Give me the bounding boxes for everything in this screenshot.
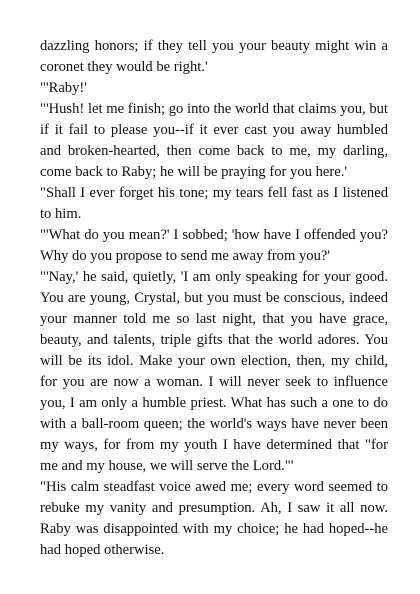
paragraph-3: "'Hush! let me finish; go into the world that claims you, but if it fail to please you--if it ever cast you away humbled and broken-hearted, then come back to me, my darling, come back to Raby; he will be praying for you here.': [40, 101, 388, 180]
paragraph-4: "Shall I ever forget his tone; my tears fell fast as I listened to him.: [40, 185, 388, 222]
paragraph-2: "'Raby!': [40, 80, 87, 96]
paragraph-6: "'Nay,' he said, quietly, 'I am only speaking for your good. You are young, Crystal, but you must be conscious, indeed your manner told me so last night, that you have grace, beauty, and talents, triple gifts that the world adores. You will be its idol. Make your own election, then, my child, for you are now a woman. I will never seek to influence you, I am only a humble priest. What has such a one to do with a ball-room queen; the world's ways have never been my ways, for from my youth I have determined that "for me and my house, we will serve the Lord."': [40, 269, 388, 474]
paragraph-5: "'What do you mean?' I sobbed; 'how have I offended you? Why do you propose to send me away from you?': [40, 227, 388, 264]
paragraph-7: "His calm steadfast voice awed me; every word seemed to rebuke my vanity and presumption. Ah, I saw it all now. Raby was disappointed with my choice; he had hoped--he had hoped otherwise.: [40, 479, 388, 558]
page-text: [40, 36, 388, 561]
paragraph-1: dazzling honors; if they tell you your beauty might win a coronet they would be right.': [40, 38, 388, 75]
